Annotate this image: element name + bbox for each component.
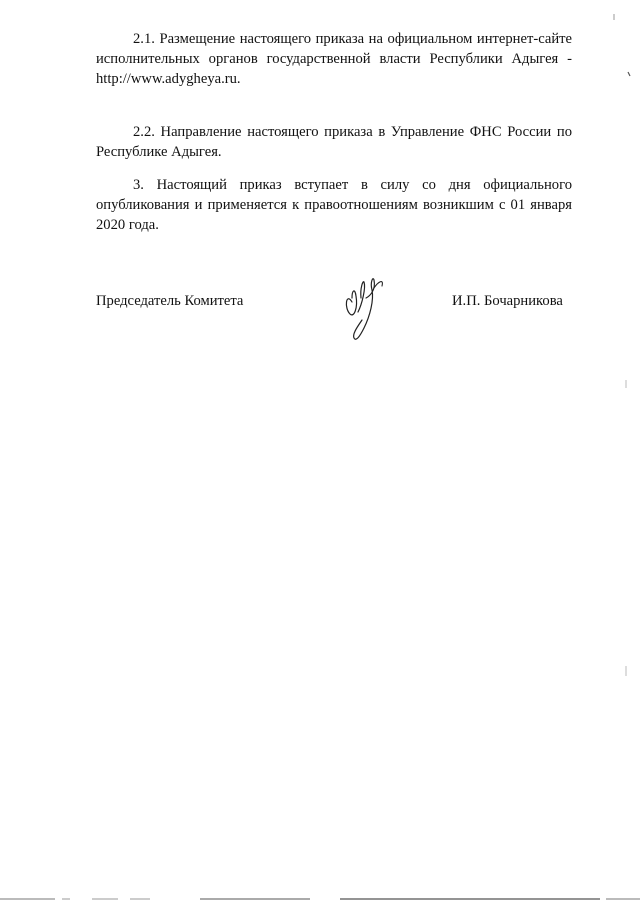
signatory-title: Председатель Комитета (96, 293, 244, 309)
signatory-name: И.П. Бочарникова (452, 293, 563, 309)
paragraph-3: 3. Настоящий приказ вступает в силу со дня официального опубликования и применяется к правоотношениям возникшим с 01 января 2020 года. (96, 177, 572, 233)
paragraph-2-2: 2.2. Направление настоящего приказа в Управление ФНС России по Республике Адыгея. (96, 124, 572, 160)
paragraph-2-1: 2.1. Размещение настоящего приказа на официальном интернет-сайте исполнительных органов государственной власти Республики Адыгея - http://www.adygheya.ru. (96, 31, 572, 87)
handwritten-signature (330, 268, 400, 350)
